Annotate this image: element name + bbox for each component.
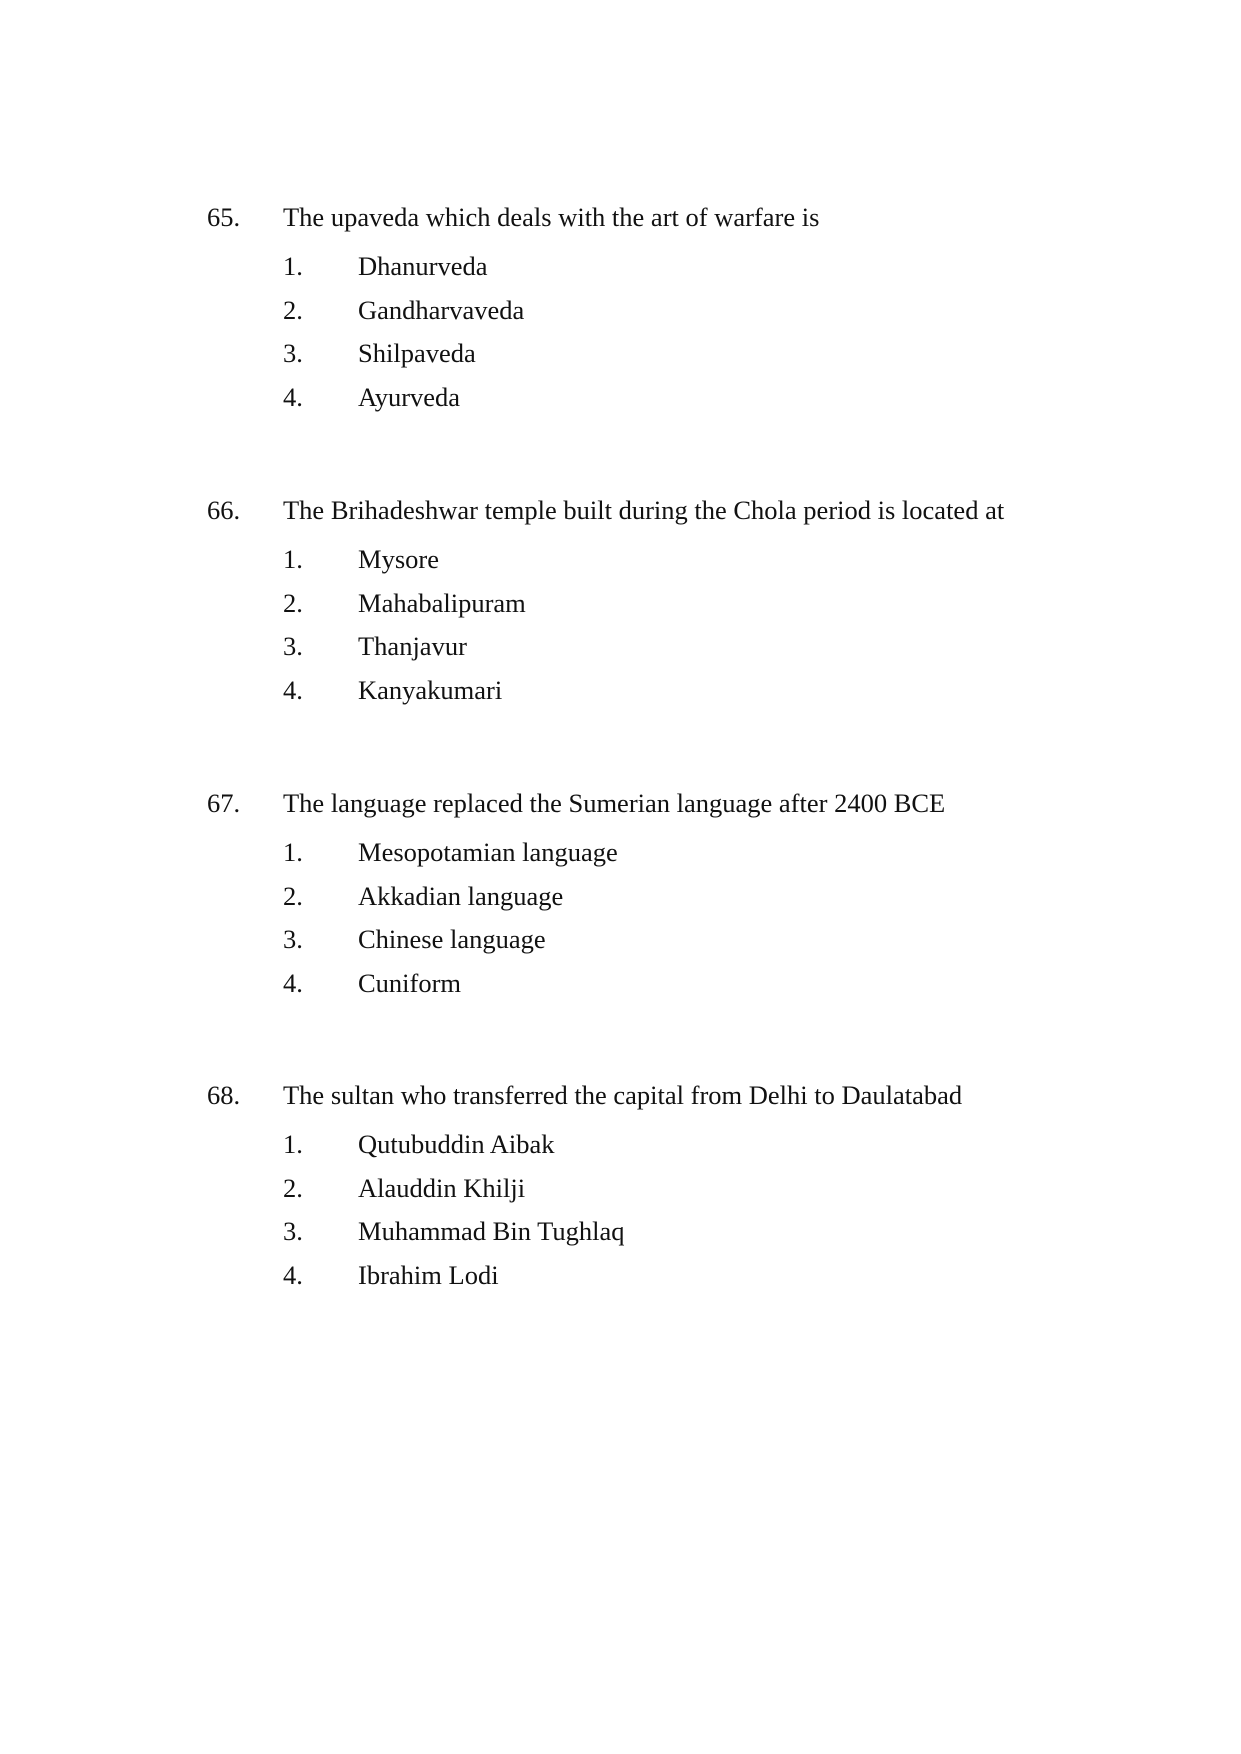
option-text: Muhammad Bin Tughlaq xyxy=(358,1216,625,1247)
question-67 xyxy=(0,783,1241,1005)
option-text: Mysore xyxy=(358,544,439,574)
option-item xyxy=(0,1167,1241,1211)
option-text: Cuniform xyxy=(358,967,462,998)
option-number: 1. xyxy=(283,1129,303,1159)
option-text: Gandharvaveda xyxy=(358,294,525,325)
option-item xyxy=(0,1254,1241,1298)
option-item xyxy=(0,289,1241,333)
question-text: The sultan who transferred the capital from Delhi to Daulatabad xyxy=(283,1080,963,1110)
option-number: 2. xyxy=(283,1172,303,1203)
option-text: Kanyakumari xyxy=(358,674,503,705)
question-text: The Brihadeshwar temple built during the Chola period is located at xyxy=(283,495,1005,525)
option-text: Alauddin Khilji xyxy=(358,1172,526,1203)
option-text: Qutubuddin Aibak xyxy=(358,1129,555,1159)
question-text: The language replaced the Sumerian language after 2400 BCE xyxy=(283,788,946,818)
option-list xyxy=(0,245,1241,419)
question-65 xyxy=(0,197,1241,419)
question-number: 68. xyxy=(207,1080,241,1110)
option-item xyxy=(0,831,1241,875)
question-number: 66. xyxy=(207,495,241,525)
option-number: 2. xyxy=(283,880,303,911)
question-number: 65. xyxy=(207,202,241,232)
option-list xyxy=(0,831,1241,1005)
option-number: 3. xyxy=(283,1216,303,1247)
option-item xyxy=(0,538,1241,582)
option-number: 1. xyxy=(283,251,303,281)
question-stem xyxy=(0,490,1241,530)
option-number: 3. xyxy=(283,631,303,662)
option-text: Ibrahim Lodi xyxy=(358,1259,499,1290)
question-66 xyxy=(0,490,1241,712)
option-item xyxy=(0,1123,1241,1167)
option-text: Chinese language xyxy=(358,924,546,955)
option-number: 4. xyxy=(283,1259,303,1290)
option-number: 1. xyxy=(283,544,303,574)
option-number: 2. xyxy=(283,587,303,618)
option-item xyxy=(0,376,1241,420)
question-number: 67. xyxy=(207,788,241,818)
option-text: Mesopotamian language xyxy=(358,837,618,867)
option-number: 3. xyxy=(283,338,303,369)
option-text: Akkadian language xyxy=(358,880,564,911)
option-item xyxy=(0,918,1241,962)
option-text: Thanjavur xyxy=(358,631,467,662)
option-number: 2. xyxy=(283,294,303,325)
option-text: Shilpaveda xyxy=(358,338,476,369)
option-item xyxy=(0,1210,1241,1254)
option-item xyxy=(0,669,1241,713)
question-68 xyxy=(0,1075,1241,1297)
question-text: The upaveda which deals with the art of warfare is xyxy=(283,202,820,232)
option-number: 4. xyxy=(283,381,303,412)
option-item xyxy=(0,875,1241,919)
option-item xyxy=(0,245,1241,289)
option-text: Dhanurveda xyxy=(358,251,488,281)
question-stem xyxy=(0,1075,1241,1115)
option-item xyxy=(0,332,1241,376)
option-item xyxy=(0,962,1241,1006)
option-text: Ayurveda xyxy=(358,381,461,412)
option-list xyxy=(0,1123,1241,1297)
option-number: 1. xyxy=(283,837,303,867)
option-text: Mahabalipuram xyxy=(358,587,526,618)
option-number: 4. xyxy=(283,674,303,705)
option-item xyxy=(0,582,1241,626)
question-stem xyxy=(0,197,1241,237)
option-number: 4. xyxy=(283,967,303,998)
option-list xyxy=(0,538,1241,712)
option-number: 3. xyxy=(283,924,303,955)
option-item xyxy=(0,625,1241,669)
question-stem xyxy=(0,783,1241,823)
